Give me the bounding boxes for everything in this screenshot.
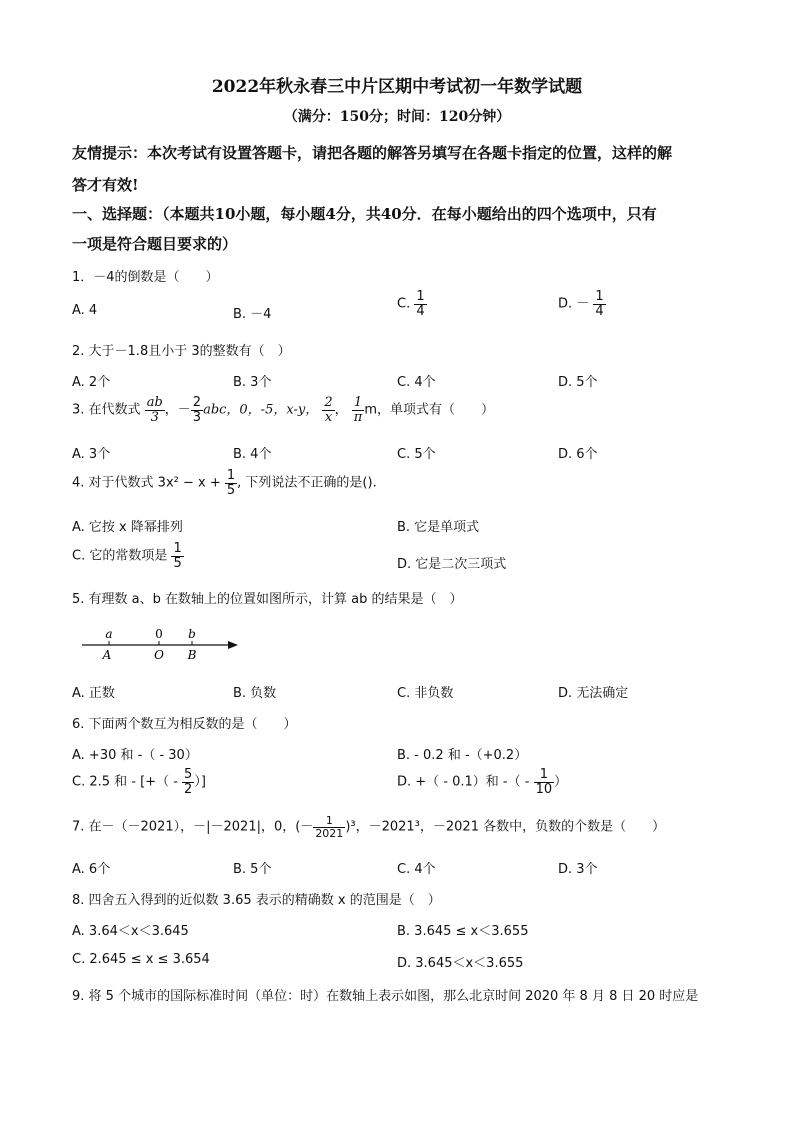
fraction: [182, 768, 194, 796]
fraction-denominator: 4: [416, 303, 425, 319]
question-8-stem: 8. 四舍五入得到的近似数 3.65 表示的精确数 x 的范围是（ ）: [72, 893, 441, 908]
question-3-option-c: C. 5个: [397, 447, 436, 462]
number-line-figure: [78, 622, 248, 662]
question-3-stem: [72, 396, 494, 424]
question-1-option-b: B. －4: [233, 307, 272, 322]
point-A-label: A: [102, 648, 112, 662]
fraction-numerator: 2: [324, 395, 333, 410]
separator: ，: [334, 402, 348, 418]
point-B-label: B: [187, 648, 197, 662]
question-3-option-d: D. 6个: [558, 447, 598, 462]
fraction-denominator: 10: [535, 781, 553, 797]
question-2-option-b: B. 3个: [233, 375, 272, 390]
question-5-stem: 5. 有理数 a、b 在数轴上的位置如图所示，计算 ab 的结果是（ ）: [72, 592, 463, 607]
fraction: [191, 396, 203, 424]
question-3-option-a: A. 3个: [72, 447, 111, 462]
fraction: [145, 396, 165, 424]
section-heading-line-2: 一项是符合题目要求的）: [72, 235, 238, 253]
fraction-numerator: 2: [192, 395, 202, 410]
fraction: [225, 469, 237, 497]
stem-prefix: 3. 在代数式: [72, 402, 141, 418]
question-8-option-c: C. 2.645 ≤ x ≤ 3.654: [72, 952, 210, 967]
question-7-option-b: B. 5个: [233, 862, 272, 877]
separator: ，－: [164, 402, 191, 418]
stem-suffix: m，单项式有（ ）: [364, 402, 494, 418]
fraction-denominator: x: [324, 409, 333, 425]
question-4-option-d: D. 它是二次三项式: [397, 557, 507, 572]
stem-prefix: 7. 在－（－2021），－|－2021|，0，(－: [72, 819, 314, 835]
question-4-stem: [72, 469, 377, 497]
fraction-numerator: 1: [416, 289, 425, 304]
question-2-stem: 2. 大于－1.8且小于 3的整数有（ ）: [72, 344, 291, 359]
question-6-option-d: [397, 768, 567, 796]
page-title: 2022年秋永春三中片区期中考试初一年数学试题: [211, 77, 583, 97]
fraction-numerator: 1: [226, 468, 236, 483]
option-c-prefix: C. 它的常数项是: [72, 548, 168, 564]
question-5-option-b: B. 负数: [233, 686, 277, 701]
fraction-numerator: 1: [534, 768, 555, 783]
point-O-label: O: [154, 648, 164, 662]
fraction-denominator: 5: [226, 482, 236, 498]
fraction: [414, 290, 426, 318]
question-7-option-c: C. 4个: [397, 862, 436, 877]
question-1-stem: 1．－4的倒数是（ ）: [72, 270, 219, 285]
label-zero: 0: [155, 627, 163, 641]
fraction-numerator: ab: [146, 395, 163, 410]
stem-terms: abc，0，-5，x-y，: [203, 402, 319, 418]
question-8-option-d: D. 3.645＜x＜3.655: [397, 956, 524, 971]
question-3-option-b: B. 4个: [233, 447, 272, 462]
fraction: [352, 396, 365, 424]
option-d-prefix: D. +（ - 0.1）和 -（ -: [397, 774, 530, 790]
section-heading-line-1: 一、选择题：（本题共10小题，每小题4分，共40分．在每小题给出的四个选项中，只有: [72, 205, 657, 223]
fraction-denominator: π: [353, 409, 363, 425]
fraction-numerator: 5: [184, 767, 193, 782]
fraction: [534, 768, 555, 796]
question-5-option-d: D. 无法确定: [558, 686, 629, 701]
fraction-denominator: 3: [150, 409, 159, 425]
label-a: a: [105, 627, 113, 641]
label-b: b: [188, 627, 196, 641]
question-6-stem: 6. 下面两个数互为相反数的是（ ）: [72, 717, 297, 732]
question-2-option-c: C. 4个: [397, 375, 436, 390]
question-1-option-a: A. 4: [72, 303, 98, 318]
question-7-stem: [72, 815, 665, 839]
exam-info: （满分：150分；时间：120分钟）: [283, 109, 511, 125]
question-8-option-a: A. 3.64＜x＜3.645: [72, 924, 189, 939]
notice-line-2: 答才有效!: [72, 176, 139, 194]
notice-line-1: 友情提示：本次考试有设置答题卡，请把各题的解答另填写在各题卡指定的位置，这样的解: [72, 144, 673, 162]
fraction: [593, 290, 605, 318]
fraction-numerator: 1: [352, 396, 365, 411]
question-4-option-b: B. 它是单项式: [397, 520, 480, 535]
question-2-option-d: D. 5个: [558, 375, 598, 390]
fraction: [313, 815, 345, 839]
option-d-prefix: D. －: [558, 296, 590, 312]
question-6-option-a: A. +30 和 -（ - 30）: [72, 748, 198, 763]
fraction-denominator: 2: [184, 781, 193, 797]
fraction-denominator: 5: [173, 555, 182, 571]
question-1-option-c: [397, 290, 427, 318]
option-c-prefix: C.: [397, 296, 411, 312]
option-d-suffix: ）: [554, 774, 568, 790]
fraction-denominator: 3: [192, 409, 202, 425]
question-4-option-c: [72, 542, 184, 570]
fraction-numerator: 1: [173, 541, 182, 556]
question-1-option-d: [558, 290, 606, 318]
fraction-numerator: 1: [313, 815, 345, 828]
option-c-suffix: ）]: [194, 774, 206, 790]
question-8-option-b: B. 3.645 ≤ x＜3.655: [397, 924, 529, 939]
stem-suffix: )³，－2021³，－2021 各数中，负数的个数是（ ）: [345, 819, 666, 835]
stem-suffix: , 下列说法不正确的是().: [237, 475, 377, 491]
fraction-denominator: 4: [595, 303, 604, 319]
stem-prefix: 4. 对于代数式 3x² − x +: [72, 475, 221, 491]
fraction-denominator: 2021: [315, 826, 344, 840]
question-7-option-a: A. 6个: [72, 862, 111, 877]
question-6-option-b: B. - 0.2 和 -（+0.2）: [397, 748, 528, 763]
question-9-stem: 9. 将 5 个城市的国际标准时间（单位：时）在数轴上表示如图，那么北京时间 2020 年 8 月 8 日 20 时应是: [72, 989, 699, 1004]
number-line-arrow-icon: [228, 641, 238, 649]
question-4-option-a: A. 它按 x 降幂排列: [72, 520, 183, 535]
question-5-option-a: A. 正数: [72, 686, 115, 701]
question-5-option-c: C. 非负数: [397, 686, 454, 701]
fraction: [171, 542, 183, 570]
fraction-numerator: 1: [595, 289, 604, 304]
fraction: [322, 396, 334, 424]
option-c-prefix: C. 2.5 和 - [+（ -: [72, 774, 178, 790]
question-6-option-c: [72, 768, 206, 796]
question-7-option-d: D. 3个: [558, 862, 598, 877]
question-2-option-a: A. 2个: [72, 375, 111, 390]
